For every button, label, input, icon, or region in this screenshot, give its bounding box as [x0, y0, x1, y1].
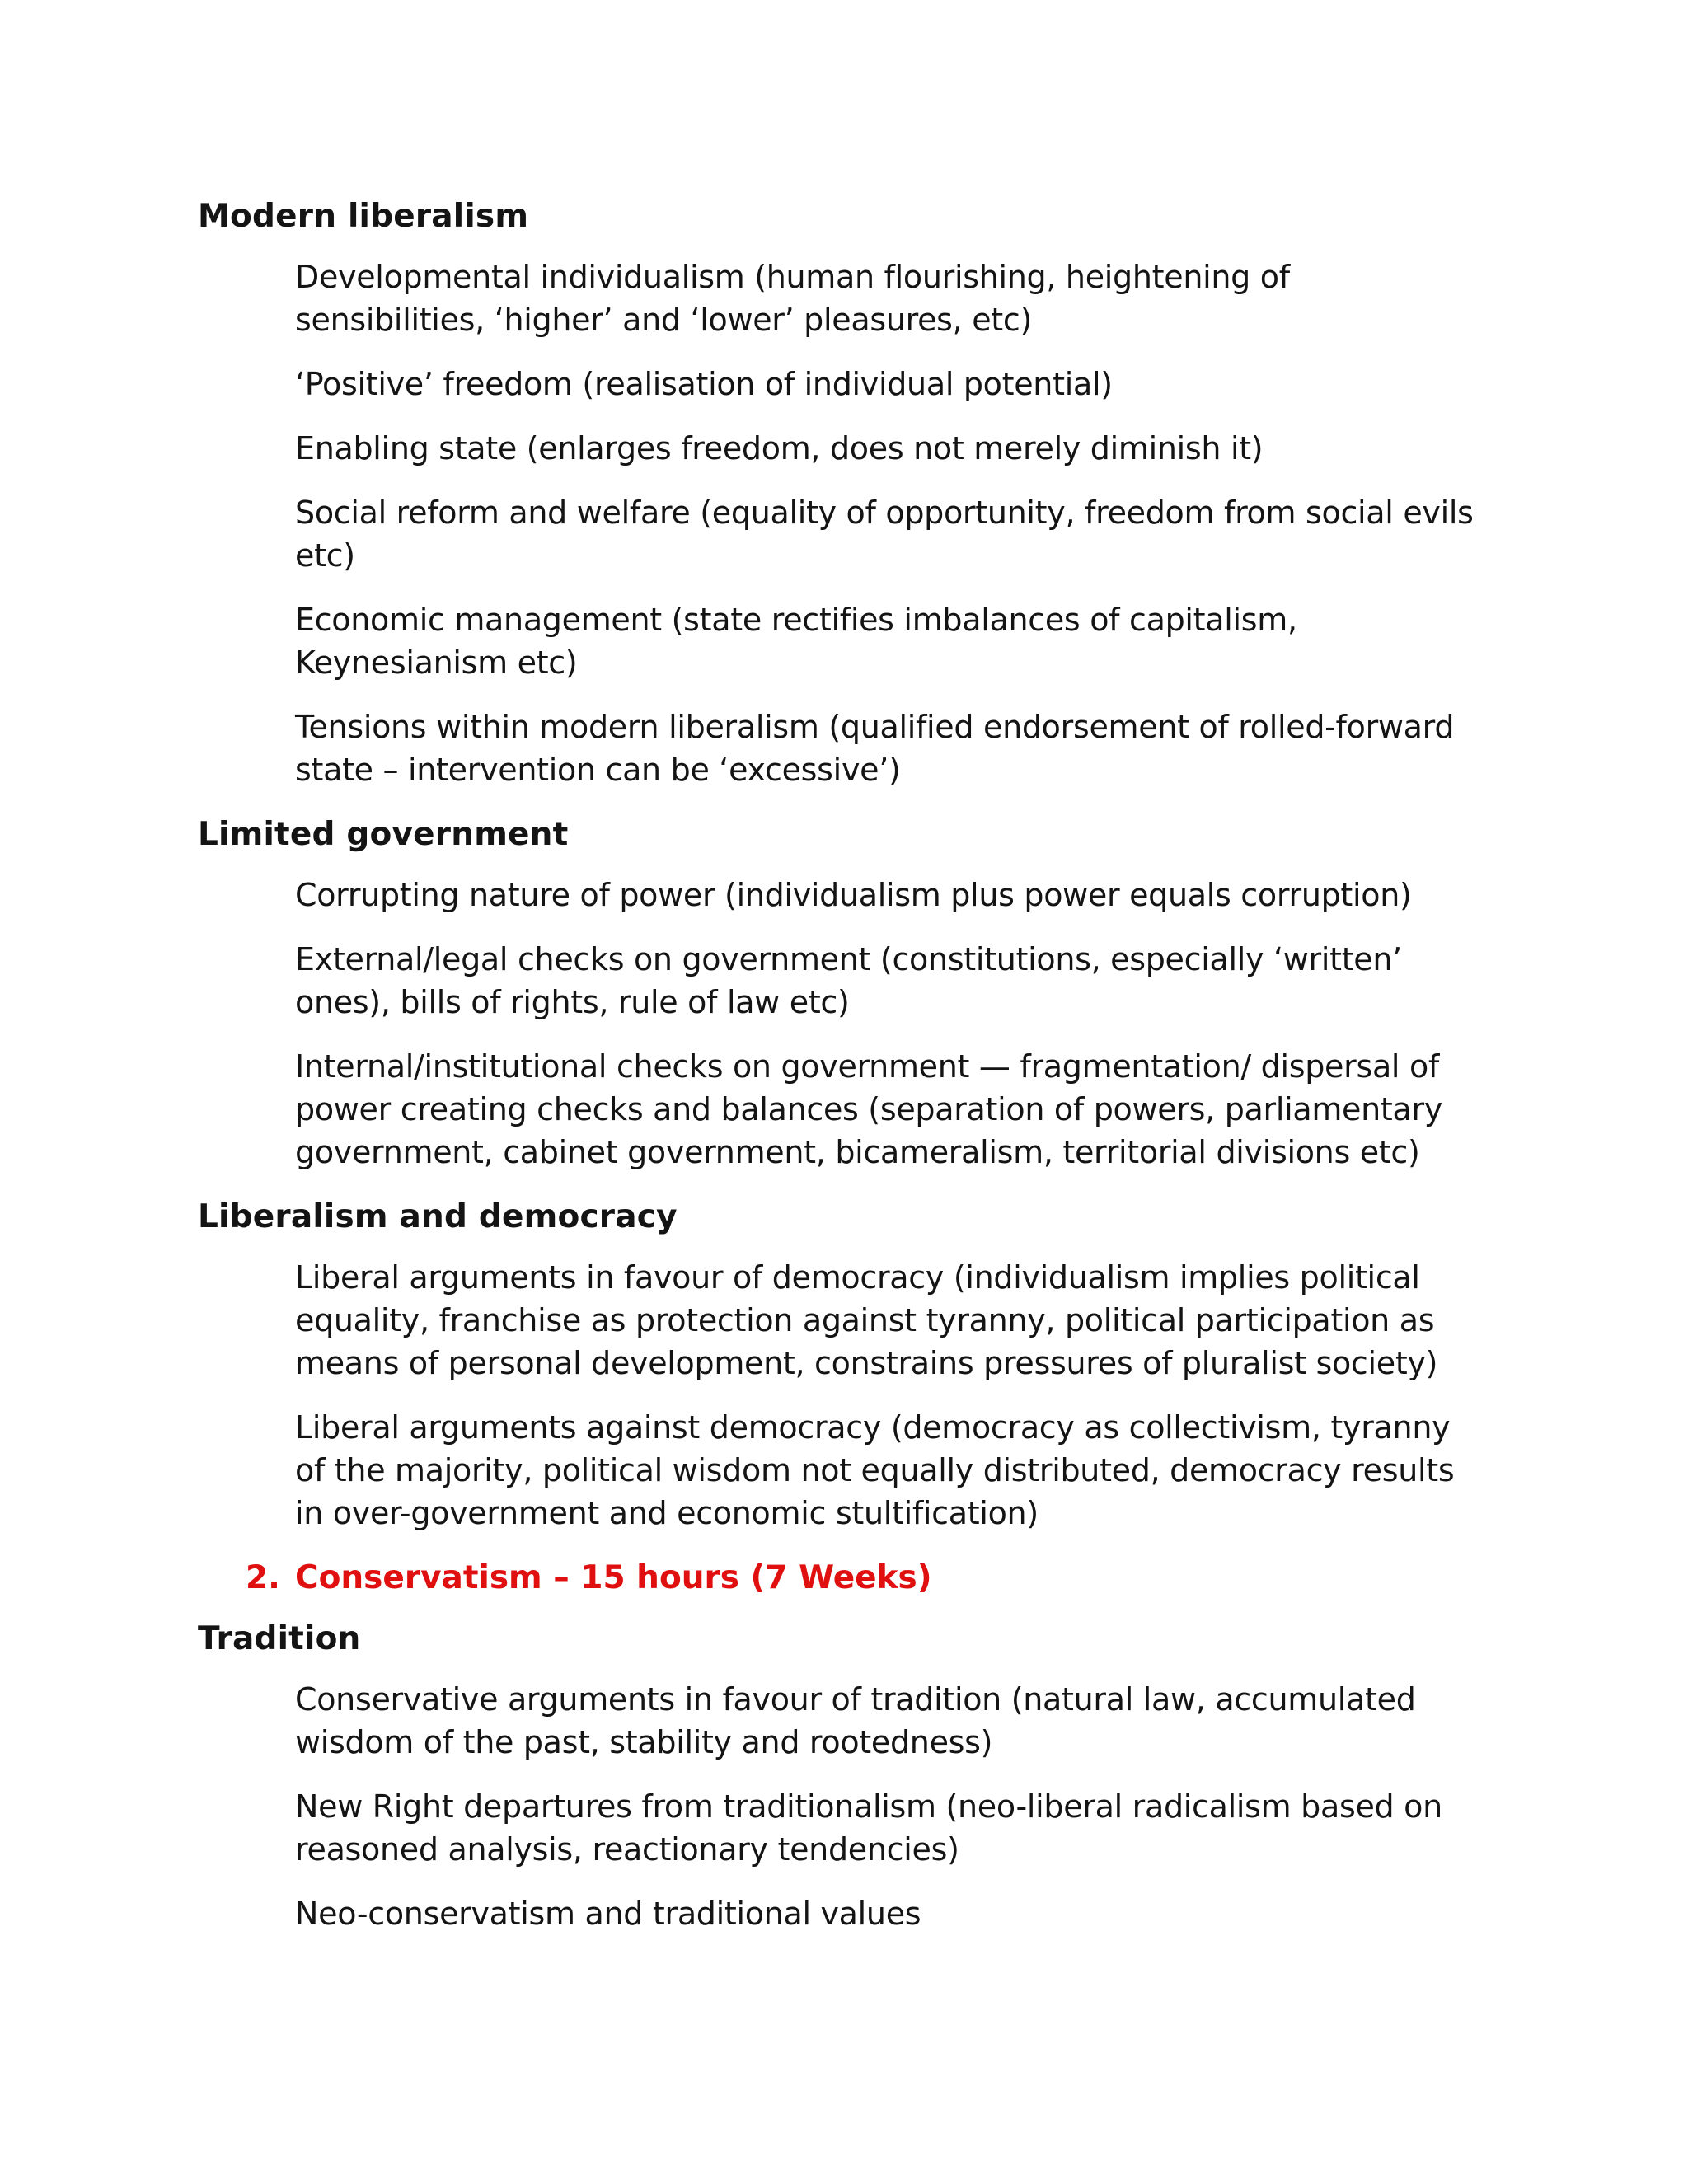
list-item: Corrupting nature of power (individualism plus power equals corruption)	[295, 877, 1412, 913]
list-item: Tensions within modern liberalism (qualified endorsement of rolled-forward state – intervention can be ‘excessive’)	[295, 709, 1455, 788]
section-heading-modern-liberalism: Modern liberalism	[198, 198, 529, 235]
list-item: ‘Positive’ freedom (realisation of individual potential)	[295, 366, 1113, 402]
list-item: Social reform and welfare (equality of opportunity, freedom from social evils etc)	[295, 494, 1474, 574]
heading-number: 2.	[246, 1559, 280, 1596]
section-heading-tradition: Tradition	[198, 1620, 361, 1657]
list-item: New Right departures from traditionalism (neo-liberal radicalism based on reasoned analysis, reactionary tendencies)	[295, 1788, 1442, 1868]
heading-title: Conservatism – 15 hours (7 Weeks)	[295, 1559, 932, 1596]
section-heading-liberalism-and-democracy: Liberalism and democracy	[198, 1198, 678, 1235]
document-content	[198, 194, 1484, 1957]
list-item: Enabling state (enlarges freedom, does not merely diminish it)	[295, 430, 1264, 466]
list-item: Economic management (state rectifies imbalances of capitalism, Keynesianism etc)	[295, 602, 1297, 681]
list-item: Neo-conservatism and traditional values	[295, 1896, 921, 1932]
list-item: Liberal arguments in favour of democracy (individualism implies political equality, franchise as protection against tyranny, political participation as means of personal development, constrains pressures of pluralist society)	[295, 1259, 1438, 1381]
list-item: Developmental individualism (human flourishing, heightening of sensibilities, ‘higher’ and ‘lower’ pleasures, etc)	[295, 259, 1290, 338]
list-item: Internal/institutional checks on government — fragmentation/ dispersal of power creating checks and balances (separation of powers, parliamentary government, cabinet government, bicameralism, territorial divisions etc)	[295, 1048, 1443, 1170]
section-heading-limited-government: Limited government	[198, 816, 569, 853]
list-item: External/legal checks on government (constitutions, especially ‘written’ ones), bills of rights, rule of law etc)	[295, 941, 1402, 1020]
list-item: Liberal arguments against democracy (democracy as collectivism, tyranny of the majority, political wisdom not equally distributed, democracy results in over-government and economic stultification)	[295, 1409, 1455, 1531]
numbered-heading-conservatism	[246, 1556, 1484, 1601]
list-item: Conservative arguments in favour of tradition (natural law, accumulated wisdom of the past, stability and rootedness)	[295, 1681, 1416, 1760]
